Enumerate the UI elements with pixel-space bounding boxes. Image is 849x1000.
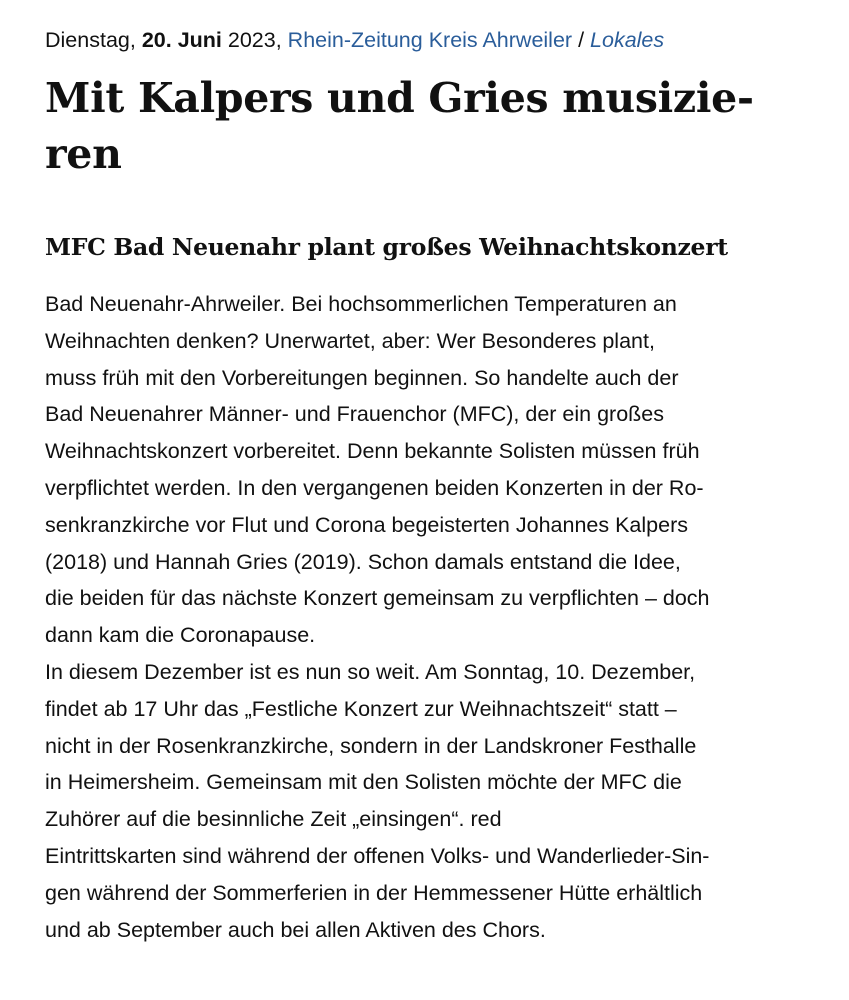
body-line: dann kam die Coronapause. xyxy=(45,623,316,648)
body-line: senkranzkirche vor Flut und Corona begeisterten Johannes Kalpers xyxy=(45,512,688,537)
body-line: Weihnachtskonzert vorbereitet. Denn bekannte Solisten müssen früh xyxy=(45,439,700,464)
body-line: Weihnachten denken? Unerwartet, aber: Wer Besonderes plant, xyxy=(45,328,655,353)
source-link[interactable]: Rhein-Zeitung Kreis Ahrweiler xyxy=(287,28,573,52)
body-line: (2018) und Hannah Gries (2019). Schon damals entstand die Idee, xyxy=(45,549,681,574)
weekday: Dienstag, xyxy=(45,28,136,52)
meta-separator: / xyxy=(578,28,585,52)
title-line: Mit Kalpers und Gries musizie- xyxy=(45,74,754,122)
article-subtitle: MFC Bad Neuenahr plant großes Weihnachtskonzert xyxy=(45,233,728,261)
body-line: in Heimersheim. Gemeinsam mit den Solisten möchte der MFC die xyxy=(45,770,682,795)
section-link[interactable]: Lokales xyxy=(590,28,665,52)
body-line: verpflichtet werden. In den vergangenen beiden Konzerten in der Ro- xyxy=(45,475,704,500)
body-line: gen während der Sommerferien in der Hemmessener Hütte erhältlich xyxy=(45,880,703,905)
body-line: Bad Neuenahr-Ahrweiler. Bei hochsommerlichen Temperaturen an xyxy=(45,292,677,316)
body-line: findet ab 17 Uhr das „Festliche Konzert zur Weihnachtszeit“ statt – xyxy=(45,696,677,721)
article-title xyxy=(45,70,819,182)
publication-date: 20. Juni xyxy=(141,28,222,52)
body-line: und ab September auch bei allen Aktiven des Chors. xyxy=(45,917,546,942)
article-body xyxy=(45,286,819,948)
article-meta xyxy=(45,24,819,56)
body-line: nicht in der Rosenkranzkirche, sondern in der Landskroner Festhalle xyxy=(45,733,697,758)
body-line: Bad Neuenahrer Männer- und Frauenchor (MFC), der ein großes xyxy=(45,402,665,427)
publication-year: 2023, xyxy=(227,28,282,52)
body-line: In diesem Dezember ist es nun so weit. Am Sonntag, 10. Dezember, xyxy=(45,659,696,684)
body-line: Eintrittskarten sind während der offenen Volks- und Wanderlieder-Sin- xyxy=(45,843,710,868)
body-line: muss früh mit den Vorbereitungen beginnen. So handelte auch der xyxy=(45,365,679,390)
body-line: die beiden für das nächste Konzert gemeinsam zu verpflichten – doch xyxy=(45,586,710,611)
title-line: ren xyxy=(45,130,122,178)
body-line: Zuhörer auf die besinnliche Zeit „einsingen“. red xyxy=(45,807,502,832)
